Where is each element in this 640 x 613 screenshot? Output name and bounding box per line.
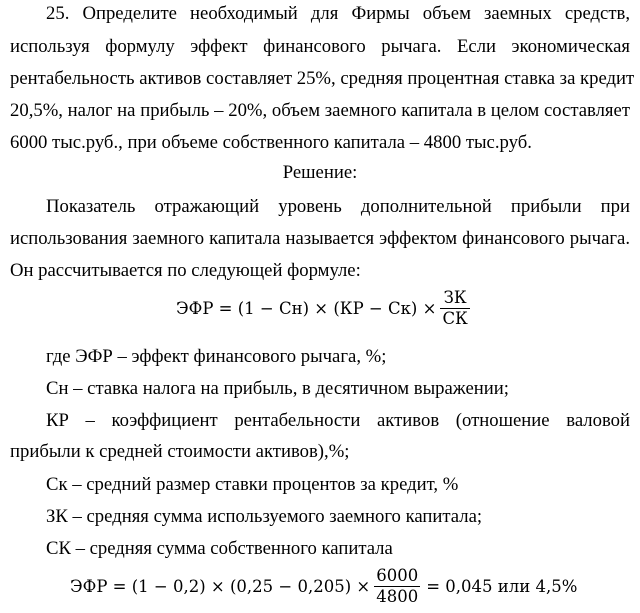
problem-line-4: 20,5%, налог на прибыль – 20%, объем заемного капитала в целом составляет [10,100,630,121]
problem-line-2: используя формулу эффект финансового рычага. Если экономическая [10,36,630,57]
definition-sk-capital: СК – средняя сумма собственного капитала [46,538,393,559]
efr-formula [176,288,470,329]
definition-sk-rate: Ск – средний размер ставки процентов за кредит, % [46,474,459,495]
problem-line-3: рентабельность активов составляет 25%, средняя процентная ставка за кредит [10,68,635,89]
definition-zk: ЗК – средняя сумма используемого заемного капитала; [46,506,483,527]
definition-kr-cont: прибыли к средней стоимости активов),%; [10,441,350,462]
calc-fraction [374,566,420,607]
efr-calculation [70,566,577,607]
formula-fraction [440,288,469,329]
definition-efr: где ЭФР – эффект финансового рычага, %; [46,346,387,367]
formula-denominator: СК [442,309,468,328]
calc-lhs: ЭФР = (1 − 0,2) × (0,25 − 0,205) × [70,577,371,596]
calc-numerator: 6000 [376,566,419,585]
intro-line-1: Показатель отражающий уровень дополнительной прибыли при [46,196,630,217]
problem-line-5: 6000 тыс.руб., при объеме собственного капитала – 4800 тыс.руб. [10,132,532,153]
definition-kr: КР – коэффициент рентабельности активов (отношение валовой [46,410,630,431]
formula-numerator: ЗК [443,288,467,307]
calc-result: = 0,045 или 4,5% [426,577,578,596]
definition-sn: Сн – ставка налога на прибыль, в десятичном выражении; [46,378,509,399]
intro-line-2: использования заемного капитала называется эффектом финансового рычага. [10,228,630,249]
solution-heading: Решение: [282,162,358,183]
formula-lhs: ЭФР = (1 − Сн) × (КР − Ск) × [176,299,437,318]
calc-denominator: 4800 [376,587,419,606]
problem-line-1: 25. Определите необходимый для Фирмы объем заемных средств, [46,3,630,24]
intro-line-3: Он рассчитывается по следующей формуле: [10,260,361,281]
